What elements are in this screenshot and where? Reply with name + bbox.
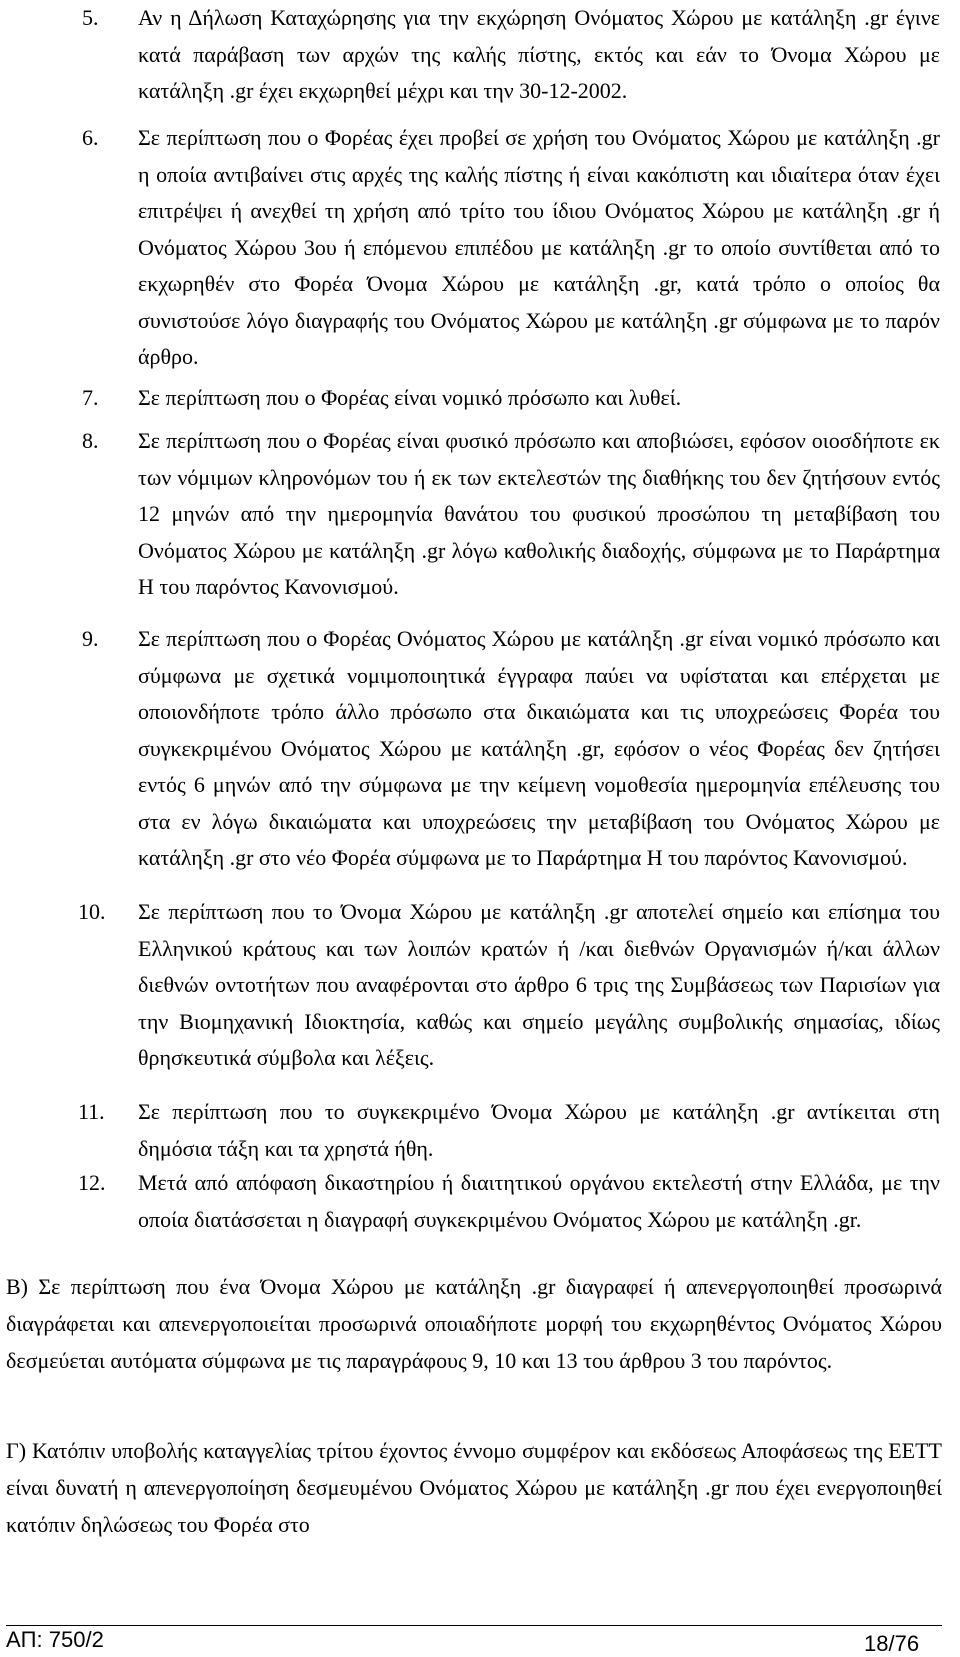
footer-divider [6,1625,942,1626]
item-text: Σε περίπτωση που ο Φορέας είναι φυσικό πρόσωπο και αποβιώσει, εφόσον οιοσδήποτε εκ των νόμιμων κληρονόμων του ή εκ των εκτελεστών της διαθήκης του δεν ζητήσουν εντός 12 μηνών από την ημερομηνία θανάτου του φυσικού προσώπου τη μεταβίβαση του Ονόματος Χώρου με κατάληξη .gr λόγω καθολικής διαδοχής, σύμφωνα με το Παράρτημα Η του παρόντος Κανονισμού. [138,428,940,599]
item-number: 8. [82,428,99,453]
item-number: 6. [82,125,99,150]
item-number: 12. [78,1170,106,1195]
item-text: Σε περίπτωση που ο Φορέας Ονόματος Χώρου με κατάληξη .gr είναι νομικό πρόσωπο και σύμφωνα με σχετικά νομιμοποιητικά έγγραφα παύει να υφίσταται και επέρχεται με οποιονδήποτε τρόπο άλλο πρόσωπο στα δικαιώματα και τις υποχρεώσεις Φορέα του συγκεκριμένου Ονόματος Χώρου με κατάληξη .gr, εφόσον ο νέος Φορέας δεν ζητήσει εντός 6 μηνών από την σύμφωνα με την κείμενη νομοθεσία ημερομηνία επέλευσης του στα εν λόγω δικαιώματα και υποχρεώσεις την μεταβίβαση του Ονόματος Χώρου με κατάληξη .gr στο νέο Φορέα σύμφωνα με το Παράρτημα Η του παρόντος Κανονισμού. [138,626,940,870]
item-number: 9. [82,626,99,651]
item-number: 10. [78,899,106,924]
item-text: Σε περίπτωση που το συγκεκριμένο Όνομα Χώρου με κατάληξη .gr αντίκειται στη δημόσια τάξη και τα χρηστά ήθη. [138,1099,940,1161]
footer-reference: ΑΠ: 750/2 [6,1627,104,1652]
paragraph-b: Β) Σε περίπτωση που ένα Όνομα Χώρου με κατάληξη .gr διαγραφεί ή απενεργοποιηθεί προσωρινά διαγράφεται και απενεργοποιείται προσωρινά οποιαδήποτε μορφή του εκχωρηθέντος Ονόματος Χώρου δεσμεύεται αυτόματα σύμφωνα με τις παραγράφους 9, 10 και 13 του άρθρου 3 του παρόντος. [6,1274,942,1373]
page-number: 18/76 [864,1631,920,1656]
item-text: Σε περίπτωση που το Όνομα Χώρου με κατάληξη .gr αποτελεί σημείο και επίσημα του Ελληνικού κράτους και των λοιπών κρατών ή /και διεθνών Οργανισμών ή/και άλλων διεθνών οντοτήτων που αναφέρονται στο άρθρο 6 τρις της Συμβάσεως των Παρισίων για την Βιομηχανική Ιδιοκτησία, καθώς και σημείο μεγάλης συμβολικής σημασίας, ιδίως θρησκευτικά σύμβολα και λέξεις. [138,899,940,1070]
paragraph-c: Γ) Κατόπιν υποβολής καταγγελίας τρίτου έχοντος έννομο συμφέρον και εκδόσεως Αποφάσεως της ΕΕΤΤ είναι δυνατή η απενεργοποίηση δεσμευμένου Ονόματος Χώρου με κατάληξη .gr που έχει ενεργοποιηθεί κατόπιν δηλώσεως του Φορέα στο [6,1438,942,1537]
item-text: Μετά από απόφαση δικαστηρίου ή διαιτητικού οργάνου εκτελεστή στην Ελλάδα, με την οποία διατάσσεται η διαγραφή συγκεκριμένου Ονόματος Χώρου με κατάληξη .gr. [138,1170,940,1232]
item-number: 7. [82,385,99,410]
item-number: 5. [82,5,99,30]
item-text: Σε περίπτωση που ο Φορέας έχει προβεί σε χρήση του Ονόματος Χώρου με κατάληξη .gr η οποία αντιβαίνει στις αρχές της καλής πίστης ή είναι κακόπιστη και ιδιαίτερα όταν έχει επιτρέψει ή ανεχθεί τη χρήση από τρίτο του ίδιου Ονόματος Χώρου με κατάληξη .gr ή Ονόματος Χώρου 3ου ή επόμενου επιπέδου με κατάληξη .gr το οποίο συντίθεται από το εκχωρηθέν στο Φορέα Όνομα Χώρου με κατάληξη .gr, κατά τρόπο ο οποίος θα συνιστούσε λόγο διαγραφής του Ονόματος Χώρου με κατάληξη .gr σύμφωνα με το παρόν άρθρο. [138,125,940,369]
item-number: 11. [78,1099,105,1124]
item-text: Αν η Δήλωση Καταχώρησης για την εκχώρηση Ονόματος Χώρου με κατάληξη .gr έγινε κατά παράβαση των αρχών της καλής πίστης, εκτός και εάν το Όνομα Χώρου με κατάληξη .gr έχει εκχωρηθεί μέχρι και την 30-12-2002. [138,5,940,103]
item-text: Σε περίπτωση που ο Φορέας είναι νομικό πρόσωπο και λυθεί. [138,385,682,410]
